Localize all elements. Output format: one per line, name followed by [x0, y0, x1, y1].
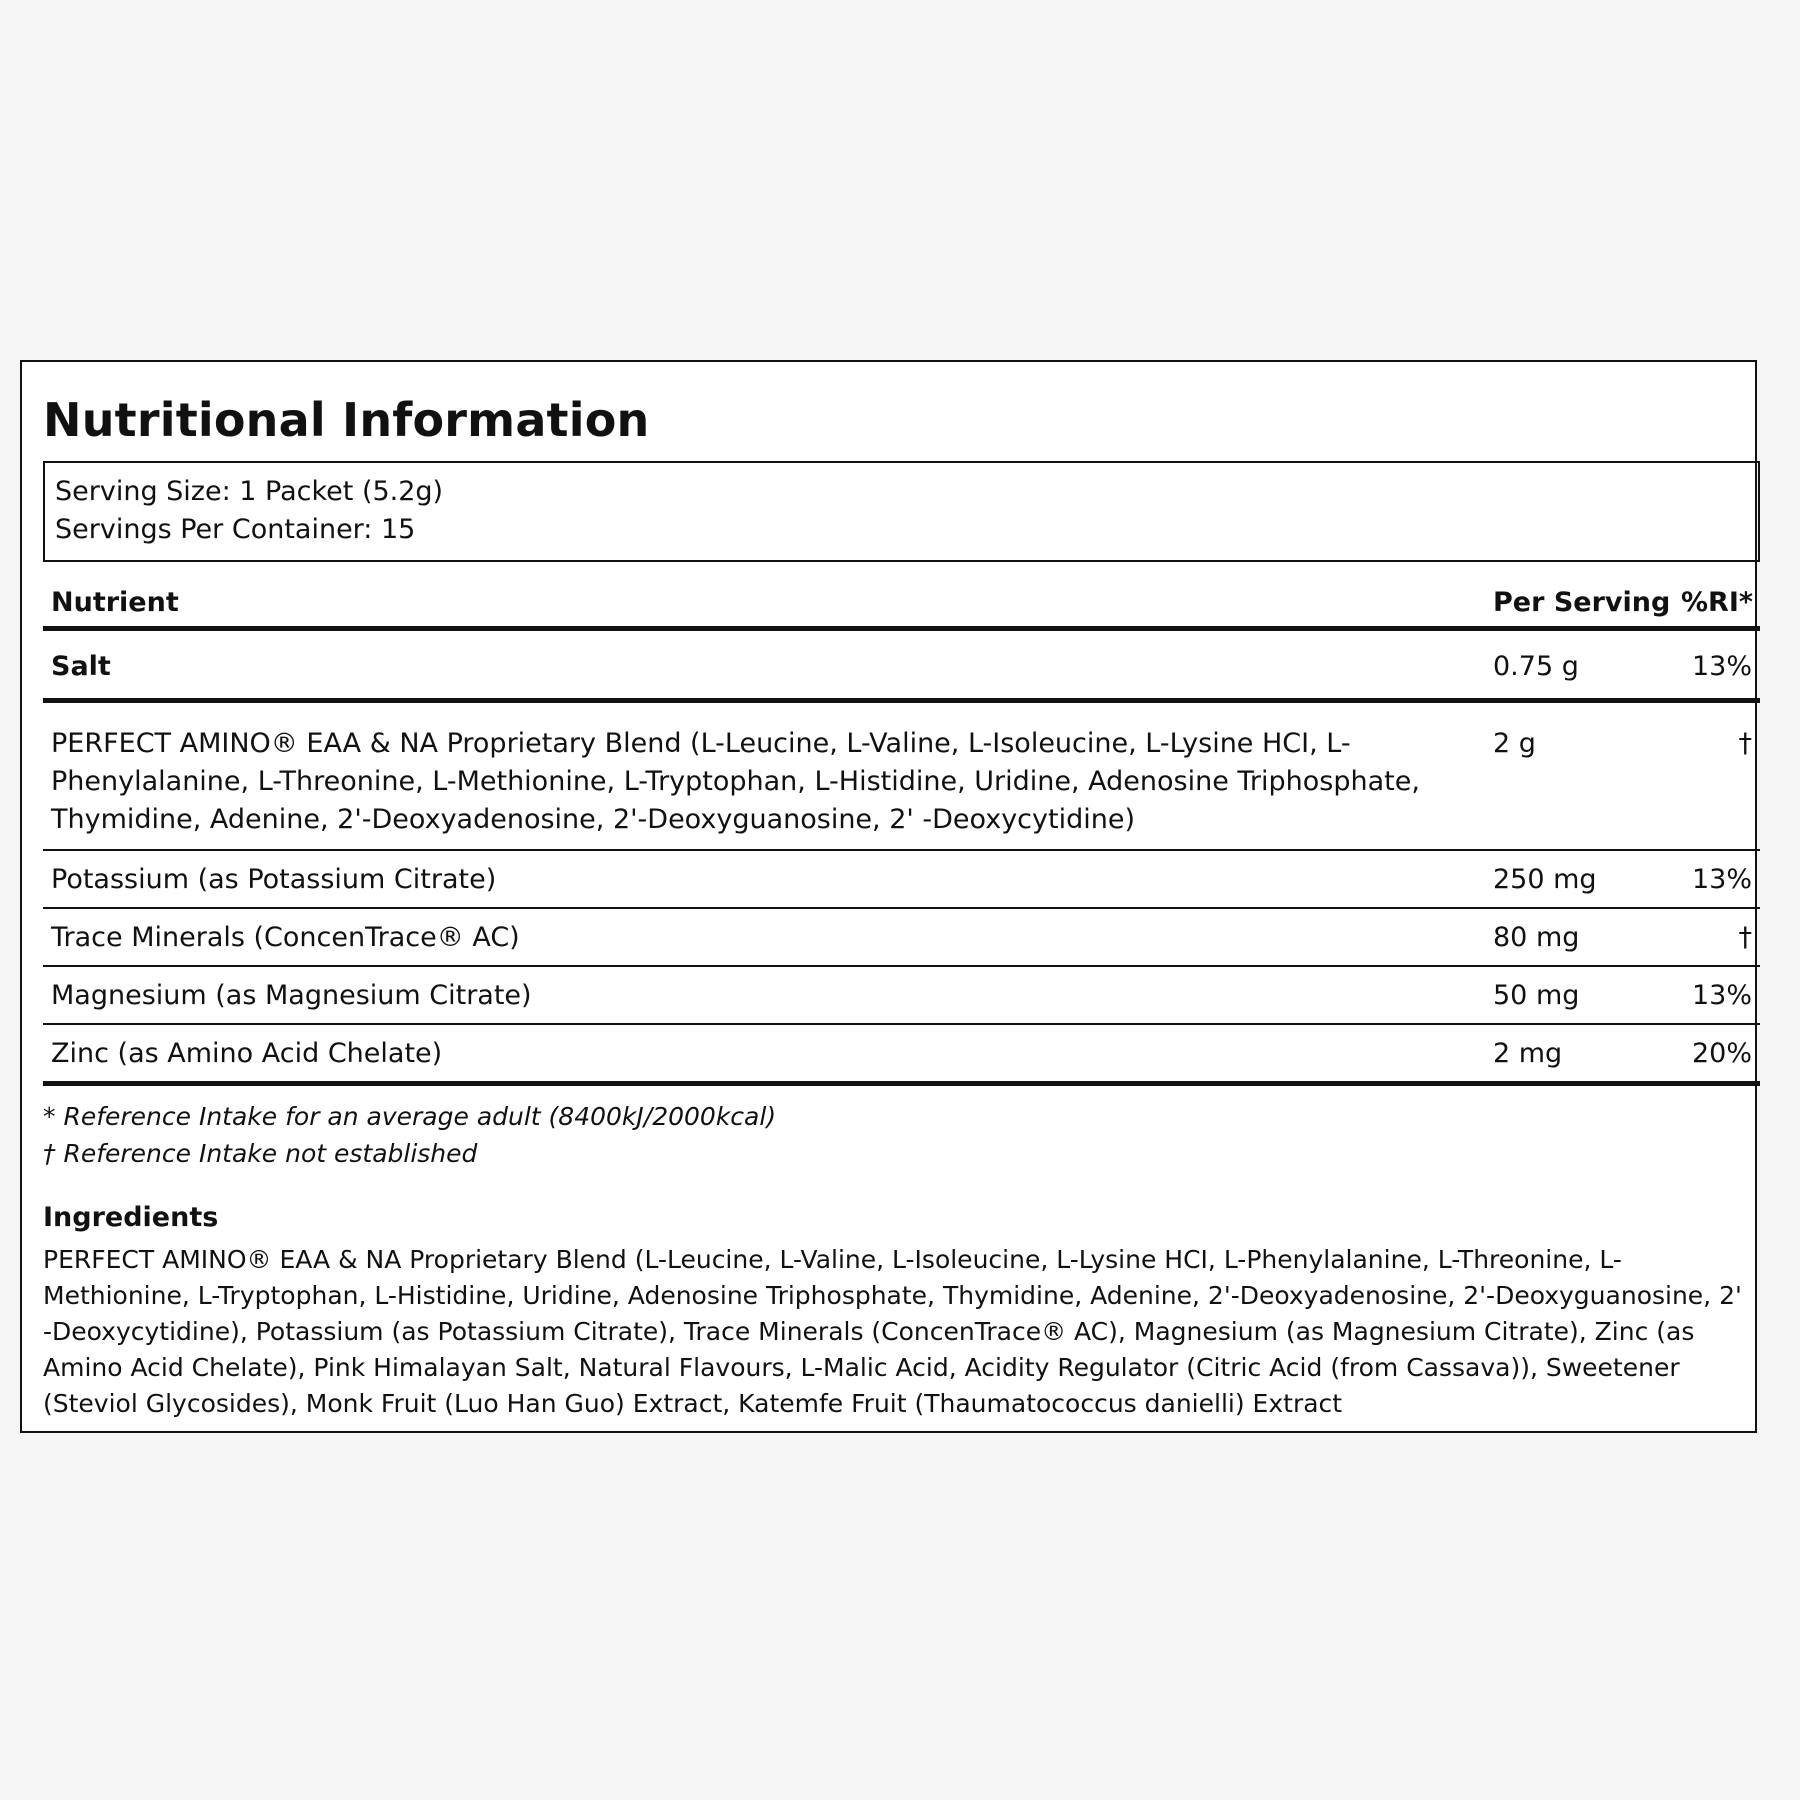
nutrient-name: Potassium (as Potassium Citrate) [43, 850, 1493, 908]
nutrient-amount: 2 g [1493, 700, 1660, 850]
nutrient-amount: 250 mg [1493, 850, 1660, 908]
nutrient-table [43, 574, 1760, 1086]
nutrition-panel [20, 360, 1757, 1433]
nutrient-name: Magnesium (as Magnesium Citrate) [43, 966, 1493, 1024]
table-row [43, 850, 1760, 908]
header-nutrient: Nutrient [43, 574, 1493, 628]
panel-title: Nutritional Information [43, 393, 650, 447]
ingredients-text: PERFECT AMINO® EAA & NA Proprietary Blend (L-Leucine, L-Valine, L-Isoleucine, L-Lysine HCI, L-Phenylalanine, L-Threonine, L-Methionine, L-Tryptophan, L-Histidine, Uridine, Adenosine Triphosphate, Thymidine, Adenine, 2'-Deoxyadenosine, 2'-Deoxyguanosine, 2' -Deoxycytidine), Potassium (as Potassium Citrate), Trace Minerals (ConcenTrace® AC), Magnesium (as Magnesium Citrate), Zinc (as Amino Acid Chelate), Pink Himalayan Salt, Natural Flavours, L-Malic Acid, Acidity Regulator (Citric Acid (from Cassava)), Sweetener (Steviol Glycosides), Monk Fruit (Luo Han Guo) Extract, Katemfe Fruit (Thaumatococcus danielli) Extract [43, 1245, 1742, 1418]
table-row [43, 908, 1760, 966]
nutrient-ri: 13% [1660, 628, 1760, 700]
header-ri: %RI* [1660, 574, 1760, 628]
footnotes [43, 1098, 776, 1172]
nutrient-amount: 0.75 g [1493, 628, 1660, 700]
nutrient-ri: 13% [1660, 850, 1760, 908]
table-header-row [43, 574, 1760, 628]
header-per-serving: Per Serving [1493, 574, 1660, 628]
nutrient-ri: 13% [1660, 966, 1760, 1024]
table-row [43, 1024, 1760, 1084]
table-row [43, 966, 1760, 1024]
serving-size: Serving Size: 1 Packet (5.2g) [55, 476, 444, 507]
table-row [43, 628, 1760, 700]
serving-info-box [43, 461, 1760, 562]
nutrient-ri: † [1660, 700, 1760, 850]
footnote-not-established: † Reference Intake not established [43, 1139, 478, 1168]
servings-per-container: Servings Per Container: 15 [55, 514, 416, 545]
nutrient-amount: 80 mg [1493, 908, 1660, 966]
nutrient-name: Zinc (as Amino Acid Chelate) [43, 1024, 1493, 1084]
nutrient-amount: 50 mg [1493, 966, 1660, 1024]
nutrient-name: PERFECT AMINO® EAA & NA Proprietary Blend (L-Leucine, L-Valine, L-Isoleucine, L-Lysine HCI, L-Phenylalanine, L-Threonine, L-Methionine, L-Tryptophan, L-Histidine, Uridine, Adenosine Triphosphate, Thymidine, Adenine, 2'-Deoxyadenosine, 2'-Deoxyguanosine, 2' -Deoxycytidine) [43, 700, 1493, 850]
ingredients-heading: Ingredients [43, 1202, 219, 1233]
table-row [43, 700, 1760, 850]
nutrient-name: Salt [43, 628, 1493, 700]
nutrient-amount: 2 mg [1493, 1024, 1660, 1084]
nutrient-ri: † [1660, 908, 1760, 966]
footnote-reference-intake: * Reference Intake for an average adult (8400kJ/2000kcal) [43, 1102, 777, 1131]
nutrient-name: Trace Minerals (ConcenTrace® AC) [43, 908, 1493, 966]
nutrient-ri: 20% [1660, 1024, 1760, 1084]
